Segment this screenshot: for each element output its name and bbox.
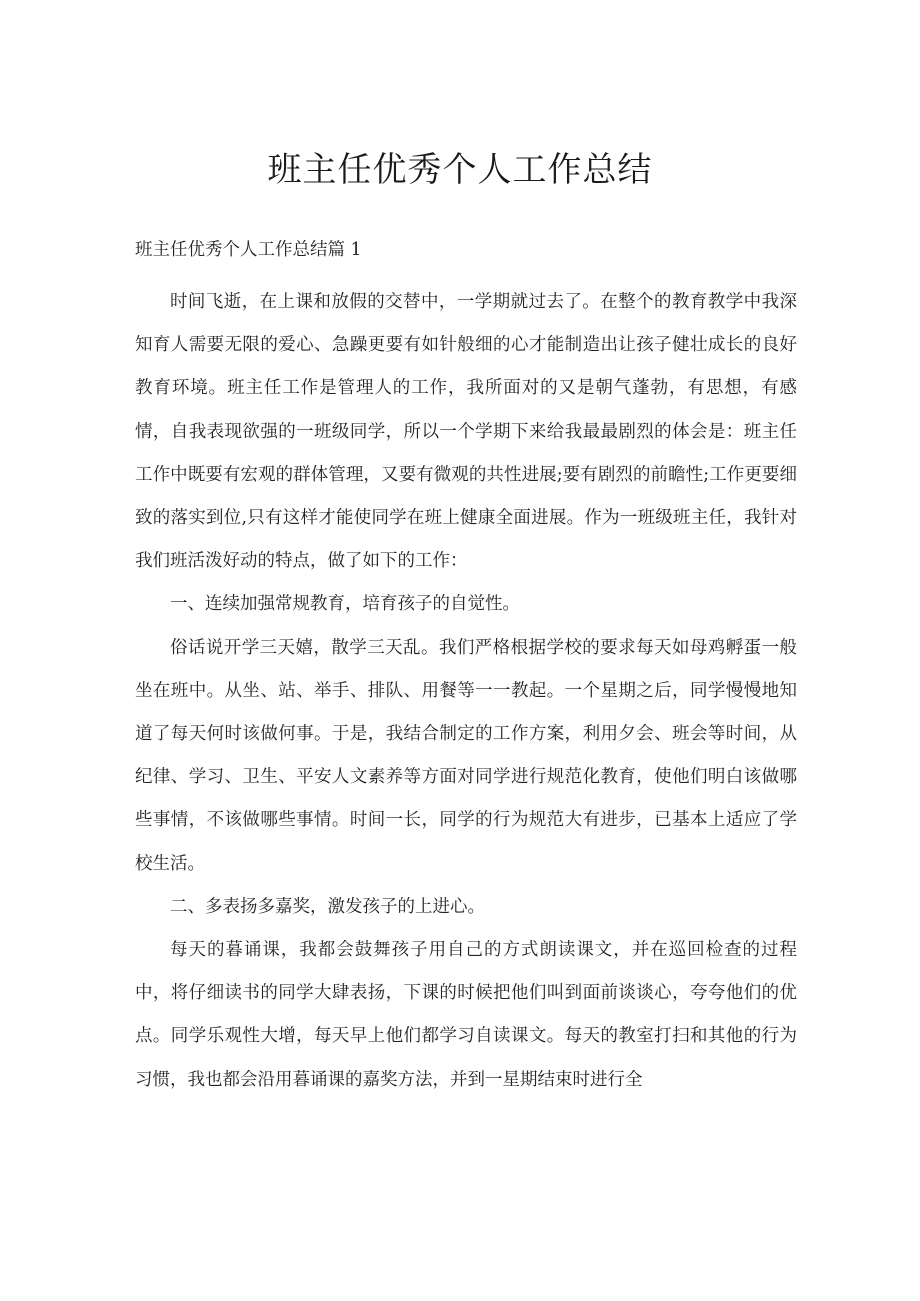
document-title: 班主任优秀个人工作总结 (267, 150, 653, 190)
section-heading: 班主任优秀个人工作总结篇 1 (135, 240, 362, 260)
document-body (135, 281, 797, 1102)
paragraph-routine-education: 俗话说开学三天嬉，散学三天乱。我们严格根据学校的要求每天如母鸡孵蛋一般坐在班中。从坐、站、举手、排队、用餐等一一教起。一个星期之后，同学慢慢地知道了每天何时该做何事。于是，我结合制定的工作方案，利用夕会、班会等时间，从纪律、学习、卫生、平安人文素养等方面对同学进行规范化教育，使他们明白该做哪些事情，不该做哪些事情。时间一长，同学的行为规范大有进步，已基本上适应了学校生活。 (135, 637, 797, 874)
subheading-1: 一、连续加强常规教育，培育孩子的自觉性。 (170, 594, 520, 615)
subheading-2: 二、多表扬多嘉奖，激发孩子的上进心。 (170, 896, 485, 917)
paragraph-praise: 每天的暮诵课，我都会鼓舞孩子用自己的方式朗读课文，并在巡回检查的过程中，将仔细读书的同学大肆表扬，下课的时候把他们叫到面前谈谈心，夸夸他们的优点。同学乐观性大增，每天早上他们都学习自读课文。每天的教室打扫和其他的行为习惯，我也都会沿用暮诵课的嘉奖方法，并到一星期结束时进行全 (135, 940, 797, 1090)
paragraph-intro: 时间飞逝，在上课和放假的交替中，一学期就过去了。在整个的教育教学中我深知育人需要无限的爱心、急躁更要有如针般细的心才能制造出让孩子健壮成长的良好教育环境。班主任工作是管理人的工作，我所面对的又是朝气蓬勃，有思想，有感情，自我表现欲强的一班级同学，所以一个学期下来给我最最剧烈的体会是：班主任工作中既要有宏观的群体管理，又要有微观的共性进展;要有剧烈的前瞻性;工作更要细致的落实到位,只有这样才能使同学在班上健康全面进展。作为一班级班主任，我针对我们班活泼好动的特点，做了如下的工作： (135, 292, 797, 572)
